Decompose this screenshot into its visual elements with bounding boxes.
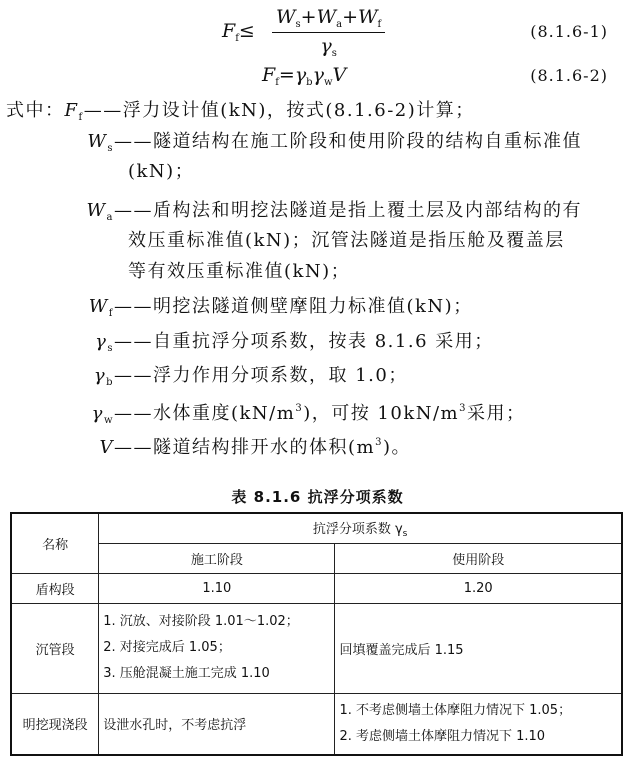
definition-gamma-w: $\gamma_w——$水体重度$(kN/m^3)$，可按 $10kN/m^3$采用； (91, 403, 526, 426)
definition-ws: $W_s——$隧道结构在施工阶段和使用阶段的结构自重标准值 (87, 131, 582, 154)
equation-1: $F_f\le$ $\frac{W_s+W_a+W_f}{\gamma_s}$ (8.1.6-1) (222, 6, 608, 59)
equation-number: (8.1.6-1) (530, 22, 608, 41)
definition-wf: $W_f——$明挖法隧道侧壁摩阻力标准值(kN)； (88, 296, 473, 319)
coefficient-table (10, 512, 623, 756)
definition-gamma-b: $\gamma_b——$浮力作用分项系数，取 1.0； (93, 365, 408, 388)
definition-gamma-s: $\gamma_s——$自重抗浮分项系数，按表 8.1.6 采用； (95, 331, 494, 354)
definition-ff: 式中：$F_f——$浮力设计值(kN)，按式(8.1.6-2)计算； (6, 100, 475, 123)
header-group: 抗浮分项系数 $\gamma_s$ (99, 513, 622, 543)
definition-ws-cont: (kN)； (128, 161, 195, 182)
definition-wa-cont-2: 等有效压重标准值(kN)； (128, 261, 351, 282)
table-row: 明挖现浇段 设泄水孔时，不考虑抗浮 1. 不考虑侧墙土体摩阻力情况下 1.05； 2. 考虑侧墙土体摩阻力情况下 1.10 (11, 693, 622, 755)
header-construction: 施工阶段 (99, 543, 335, 573)
equation-number: (8.1.6-2) (530, 66, 608, 85)
header-service: 使用阶段 (335, 543, 622, 573)
table-caption: 表 8.1.6 抗浮分项系数 (231, 488, 404, 506)
equation-2: $F_f=\gamma_b\gamma_wV$ (8.1.6-2) (262, 64, 608, 88)
table-row: 盾构段 1.10 1.20 (11, 573, 622, 603)
table-row: 沉管段 1. 沉放、对接阶段 1.01～1.02； 2. 对接完成后 1.05； 3. 压舱混凝土施工完成 1.10 回填覆盖完成后 1.15 (11, 603, 622, 693)
definition-wa: $W_a——$盾构法和明挖法隧道是指上覆土层及内部结构的有 (86, 200, 582, 223)
header-name: 名称 (11, 513, 99, 573)
definition-wa-cont-1: 效压重标准值(kN)；沉管法隧道是指压舱及覆盖层 (128, 230, 565, 251)
definition-v: V——隧道结构排开水的体积$(m^3)$。 (99, 437, 411, 458)
